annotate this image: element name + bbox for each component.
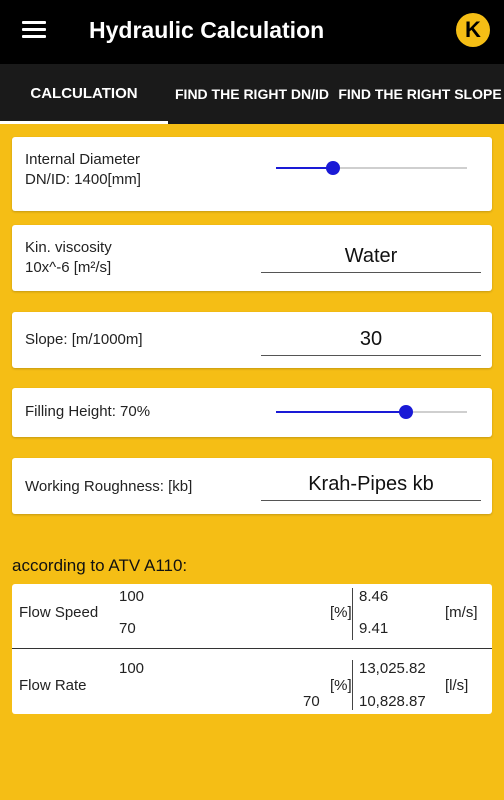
flow-rate-pct-unit: [%] — [330, 677, 352, 694]
diameter-card — [12, 137, 492, 211]
diameter-label — [25, 150, 141, 190]
filling-slider-thumb[interactable] — [399, 405, 413, 419]
roughness-select[interactable]: Krah-Pipes kb — [261, 473, 481, 501]
slope-card — [12, 312, 492, 368]
diameter-slider[interactable] — [276, 158, 467, 178]
flow-speed-divider — [352, 588, 353, 640]
viscosity-label-line1: Kin. viscosity — [25, 239, 112, 256]
filling-label: Filling Height: 70% — [25, 403, 151, 420]
flow-rate-val-top: 13,025.82 — [359, 660, 426, 677]
flow-speed-label: Flow Speed — [19, 604, 99, 621]
flow-speed-val-bottom: 9.41 — [359, 620, 389, 637]
menu-icon[interactable] — [22, 21, 46, 39]
flow-rate-val-bottom: 10,828.87 — [359, 693, 426, 710]
app-bar — [0, 0, 504, 64]
roughness-card — [12, 458, 492, 514]
diameter-label-line1: Internal Diameter — [25, 151, 141, 168]
roughness-label: Working Roughness: [kb] — [25, 478, 193, 495]
flow-rate-divider — [352, 660, 353, 710]
flow-speed-pct-unit: [%] — [330, 604, 352, 621]
slope-label: Slope: [m/1000m] — [25, 331, 143, 348]
flow-speed-val-top: 8.46 — [359, 588, 389, 605]
diameter-label-line2: DN/ID: 1400[mm] — [25, 171, 141, 188]
flow-speed-unit: [m/s] — [445, 604, 478, 621]
viscosity-label-line2: 10x^-6 [m²/s] — [25, 259, 112, 276]
diameter-slider-fill — [276, 167, 333, 169]
viscosity-label — [25, 238, 112, 278]
tab-find-slope[interactable]: FIND THE RIGHT SLOPE — [338, 86, 502, 102]
filling-slider-fill — [276, 411, 406, 413]
app-title: Hydraulic Calculation — [89, 17, 325, 43]
flow-speed-pct-bottom: 70 — [119, 620, 136, 637]
diameter-slider-thumb[interactable] — [326, 161, 340, 175]
flow-rate-label: Flow Rate — [19, 677, 87, 694]
tab-calculation[interactable]: CALCULATION — [0, 64, 168, 124]
tab-bar — [0, 64, 504, 124]
slope-input[interactable]: 30 — [261, 328, 481, 356]
krah-logo-icon: K — [456, 13, 490, 47]
results-heading: according to ATV A110: — [12, 556, 188, 575]
filling-card — [12, 388, 492, 437]
flow-rate-pct-top: 100 — [119, 660, 145, 677]
filling-slider[interactable] — [276, 402, 467, 422]
viscosity-card — [12, 225, 492, 291]
flow-rate-unit: [l/s] — [445, 677, 469, 694]
flow-rate-pct-bottom: 70 — [303, 693, 320, 710]
tab-find-dn-id[interactable]: FIND THE RIGHT DN/ID — [175, 86, 329, 102]
viscosity-select[interactable]: Water — [261, 245, 481, 273]
results-divider — [12, 648, 492, 649]
flow-speed-pct-top: 100 — [119, 588, 145, 605]
results-table — [12, 584, 492, 714]
